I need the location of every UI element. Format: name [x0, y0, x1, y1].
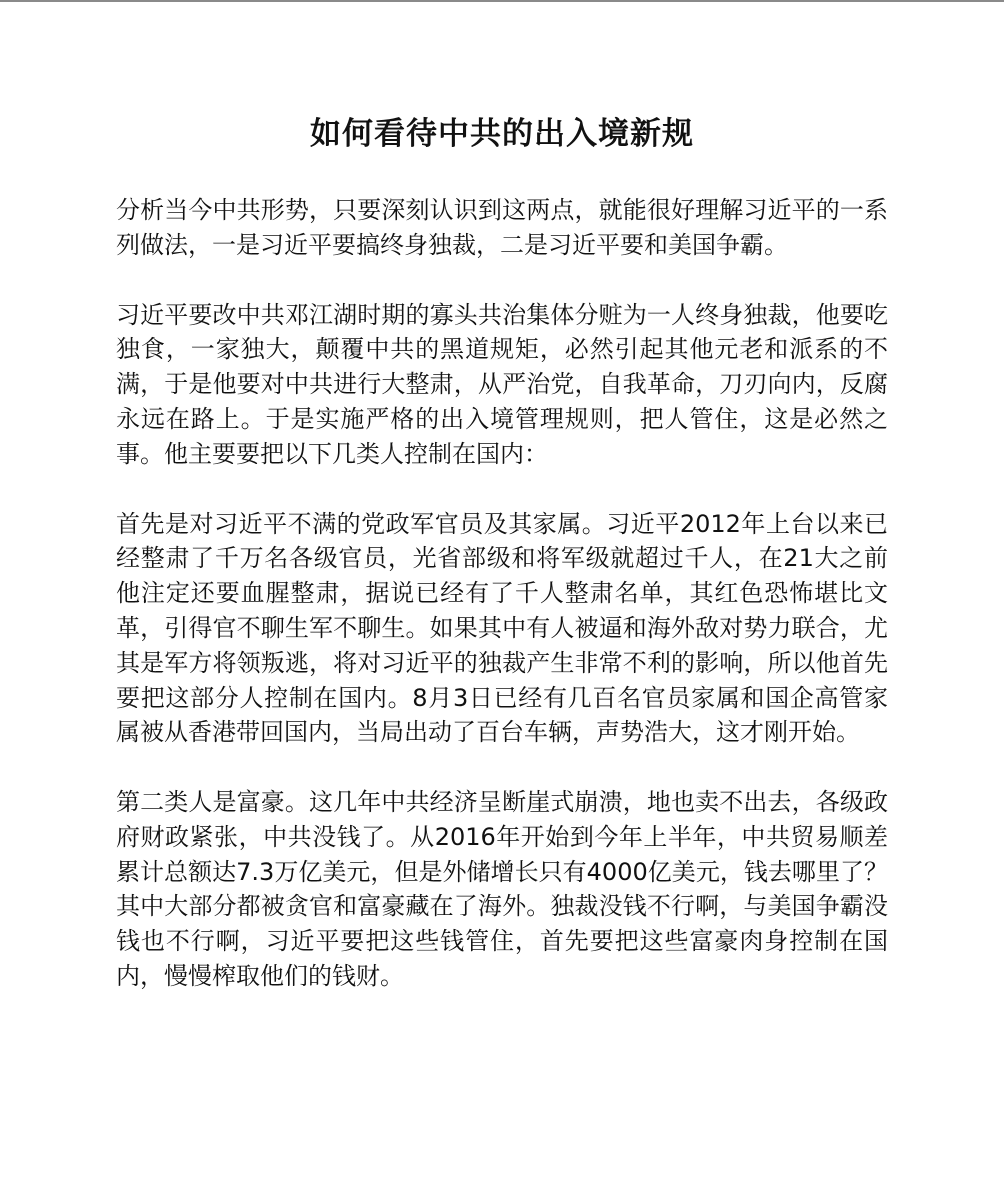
paragraph-2: 习近平要改中共邓江湖时期的寡头共治集体分赃为一人终身独裁，他要吃独食，一家独大，颠覆中共的黑道规矩，必然引起其他元老和派系的不满，于是他要对中共进行大整肃，从严治党，自我革命，刀刃向内，反腐永远在路上。于是实施严格的出入境管理规则，把人管住，这是必然之事。他主要要把以下几类人控制在国内：: [116, 300, 888, 468]
top-border-line: [0, 0, 1004, 2]
paragraph-1: 分析当今中共形势，只要深刻认识到这两点，就能很好理解习近平的一系列做法，一是习近平要搞终身独裁，二是习近平要和美国争霸。: [116, 195, 888, 259]
paragraph-4: 第二类人是富豪。这几年中共经济呈断崖式崩溃，地也卖不出去，各级政府财政紧张，中共没钱了。从2016年开始到今年上半年，中共贸易顺差累计总额达7.3万亿美元，但是外储增长只有4000亿美元，钱去哪里了？其中大部分都被贪官和富豪藏在了海外。独裁没钱不行啊，与美国争霸没钱也不行啊，习近平要把这些钱管住，首先要把这些富豪肉身控制在国内，慢慢榨取他们的钱财。: [116, 788, 888, 991]
article: [116, 112, 888, 1029]
article-title: 如何看待中共的出入境新规: [310, 116, 694, 152]
paragraph-3: 首先是对习近平不满的党政军官员及其家属。习近平2012年上台以来已经整肃了千万名各级官员，光省部级和将军级就超过千人，在21大之前他注定还要血腥整肃，据说已经有了千人整肃名单，其红色恐怖堪比文革，引得官不聊生军不聊生。如果其中有人被逼和海外敌对势力联合，尤其是军方将领叛逃，将对习近平的独裁产生非常不利的影响，所以他首先要把这部分人控制在国内。8月3日已经有几百名官员家属和国企高管家属被从香港带回国内，当局出动了百台车辆，声势浩大，这才刚开始。: [116, 509, 888, 747]
